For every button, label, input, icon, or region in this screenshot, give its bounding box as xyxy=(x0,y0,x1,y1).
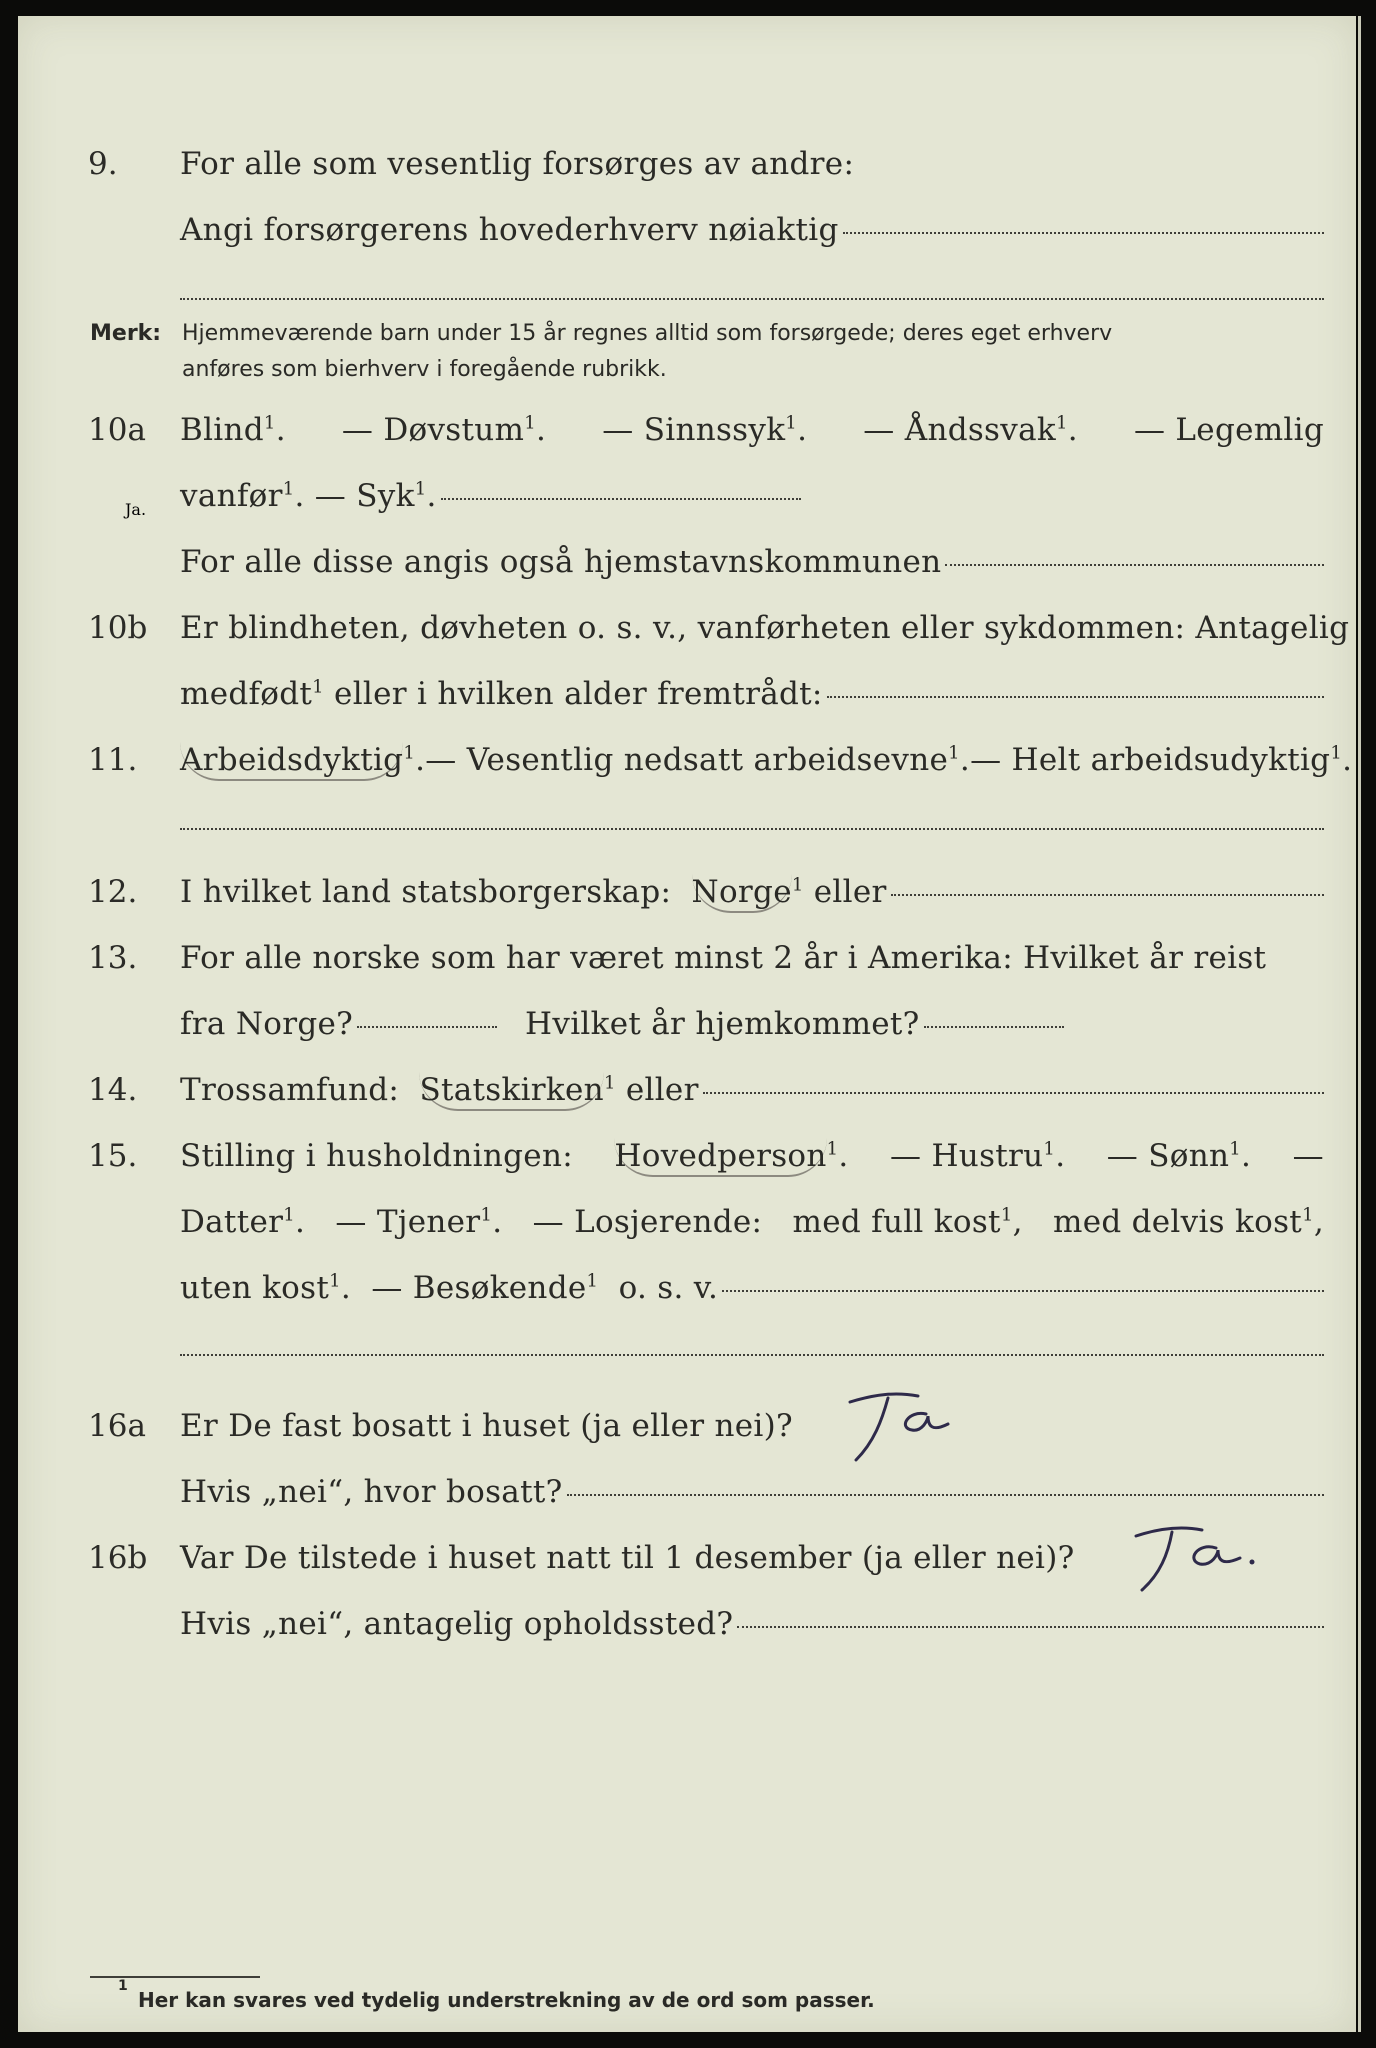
q10a-hjemstavn: For alle disse angis også hjemstavnskommunen xyxy=(180,544,942,580)
merk-label: Merk: xyxy=(90,321,162,346)
q16b-answer-line[interactable] xyxy=(737,1626,1324,1628)
q9-answer-line[interactable] xyxy=(843,232,1324,234)
footnote: 1 Her kan svares ved tydelig understrekning av de ord som passer. xyxy=(118,1978,875,2012)
q13-row2 xyxy=(18,996,1356,1052)
q9-row2 xyxy=(18,202,1356,258)
q16a-row1 xyxy=(18,1398,1356,1454)
q15-uten-kost[interactable]: uten kost$^1$. xyxy=(180,1270,372,1306)
q10a-blind[interactable]: Blind$^1$. xyxy=(180,412,286,448)
q10b-answer-line[interactable] xyxy=(827,696,1324,698)
q10b-line1: Er blindheten, døvheten o. s. v., vanførheten eller sykdommen: Antagelig xyxy=(180,610,1350,646)
q16a-question: Er De fast bosatt i huset (ja eller nei)? xyxy=(180,1408,793,1444)
footnote-text: Her kan svares ved tydelig understrekning av de ord som passer. xyxy=(138,1988,875,2012)
q16a-handwritten-answer xyxy=(836,1380,986,1470)
q15-full-kost[interactable]: med full kost$^1$, xyxy=(792,1204,1023,1240)
q11-number: 11. xyxy=(88,742,138,778)
q15-dash: — xyxy=(1292,1138,1324,1174)
q16a-row2 xyxy=(18,1464,1356,1520)
q15-besokende[interactable]: — Besøkende$^1$ xyxy=(371,1270,599,1306)
q13-fra-norge: fra Norge? xyxy=(180,1006,354,1042)
q10b-line2: eller i hvilken alder fremtrådt: xyxy=(334,676,823,712)
q16a-number: 16a xyxy=(88,1408,146,1444)
q11-extra-line[interactable] xyxy=(180,828,1324,830)
q10b-medfodt[interactable]: medfødt$^1$ xyxy=(180,676,324,712)
q16a-answer-line[interactable] xyxy=(567,1494,1324,1496)
q12-number: 12. xyxy=(88,874,138,910)
q14-statskirken[interactable]: Statskirken$^1$ xyxy=(419,1062,615,1118)
q9-line2: Angi forsørgerens hovederhverv nøiaktig xyxy=(180,212,839,248)
q10a-row2 xyxy=(18,468,1356,524)
q10a-row1 xyxy=(18,402,1356,458)
q10a-legemlig[interactable]: — Legemlig xyxy=(1133,412,1324,448)
q15-losjerende: — Losjerende: xyxy=(532,1204,763,1240)
q14-answer-line[interactable] xyxy=(703,1092,1324,1094)
q10a-vanfor[interactable]: vanfør$^1$. xyxy=(180,478,315,514)
q10a-sinnssyk[interactable]: — Sinnssyk$^1$. xyxy=(602,412,808,448)
q14-text: Trossamfund: xyxy=(180,1072,400,1108)
q13-hjem-line[interactable] xyxy=(924,1026,1064,1028)
q15-row3 xyxy=(18,1260,1356,1316)
page-edge xyxy=(1358,16,1361,2032)
merk-text-1: Hjemmeværende barn under 15 år regnes alltid som forsørgede; deres eget erhverv xyxy=(182,321,1113,346)
q13-number: 13. xyxy=(88,940,138,976)
q15-number: 15. xyxy=(88,1138,138,1174)
q15-hustru[interactable]: — Hustru$^1$. xyxy=(890,1138,1066,1174)
q13-row1 xyxy=(18,930,1356,986)
q10b-row1 xyxy=(18,600,1356,656)
q9-line1: For alle som vesentlig forsørges av andre: xyxy=(180,146,855,182)
q9-number: 9. xyxy=(88,146,118,182)
q15-tjener[interactable]: — Tjener$^1$. xyxy=(335,1204,503,1240)
q11-nedsatt[interactable]: — Vesentlig nedsatt arbeidsevne$^1$. xyxy=(425,742,971,778)
q16b-row2 xyxy=(18,1596,1356,1652)
merk-text-2: anføres som bierhverv i foregående rubrikk. xyxy=(182,357,667,382)
q10a-andssvak[interactable]: — Åndssvak$^1$. xyxy=(863,412,1078,448)
q14-number: 14. xyxy=(88,1072,138,1108)
q10a-row3 xyxy=(18,534,1356,590)
q12-answer-line[interactable] xyxy=(891,894,1324,896)
q12-text: I hvilket land statsborgerskap: xyxy=(180,874,672,910)
q16b-opholdssted: Hvis „nei“, antagelig opholdssted? xyxy=(180,1606,734,1642)
q11-udyktig[interactable]: — Helt arbeidsudyktig$^1$. xyxy=(970,742,1353,778)
q16b-answer-text: Ja. xyxy=(125,500,147,519)
q15-text: Stilling i husholdningen: xyxy=(180,1138,573,1174)
q15-sonn[interactable]: — Sønn$^1$. xyxy=(1106,1138,1252,1174)
q10b-row2 xyxy=(18,666,1356,722)
q15-answer-line[interactable] xyxy=(722,1290,1324,1292)
footnote-rule xyxy=(90,1976,260,1978)
q13-fra-line[interactable] xyxy=(357,1026,497,1028)
q11-arbeidsdyktig[interactable]: Arbeidsdyktig$^1$. xyxy=(180,732,425,788)
q16b-question: Var De tilstede i huset natt til 1 desember (ja eller nei)? xyxy=(180,1540,1075,1576)
q10a-syk-line[interactable] xyxy=(441,498,801,500)
q15-hovedperson[interactable]: Hovedperson$^1$. xyxy=(614,1128,848,1184)
q13-line1: For alle norske som har været minst 2 år i Amerika: Hvilket år reist xyxy=(180,940,1267,976)
q11-row xyxy=(18,732,1356,788)
q10a-syk[interactable]: — Syk$^1$. xyxy=(314,478,437,514)
q16a-bosatt: Hvis „nei“, hvor bosatt? xyxy=(180,1474,563,1510)
q12-row xyxy=(18,864,1356,920)
q15-osv: o. s. v. xyxy=(618,1270,719,1306)
q13-hjemkommet: Hvilket år hjemkommet? xyxy=(525,1006,920,1042)
q12-eller: eller xyxy=(813,874,887,910)
q9-row1 xyxy=(18,136,1356,192)
q14-row xyxy=(18,1062,1356,1118)
q9-extra-line[interactable] xyxy=(180,298,1324,300)
q10a-dovstum[interactable]: — Døvstum$^1$. xyxy=(341,412,547,448)
q15-row1 xyxy=(18,1128,1356,1184)
census-form-page xyxy=(18,16,1356,2032)
q14-eller: eller xyxy=(625,1072,699,1108)
q15-delvis-kost[interactable]: med delvis kost$^1$, xyxy=(1053,1204,1324,1240)
q15-row2 xyxy=(18,1194,1356,1250)
q10a-hjemstavn-line[interactable] xyxy=(945,564,1324,566)
q10a-number: 10a xyxy=(88,412,146,448)
q16b-number: 16b xyxy=(88,1540,148,1576)
q15-extra-line[interactable] xyxy=(180,1354,1324,1356)
q15-datter[interactable]: Datter$^1$. xyxy=(180,1204,306,1240)
q12-norge[interactable]: Norge$^1$ xyxy=(692,864,804,920)
q10b-number: 10b xyxy=(88,610,148,646)
